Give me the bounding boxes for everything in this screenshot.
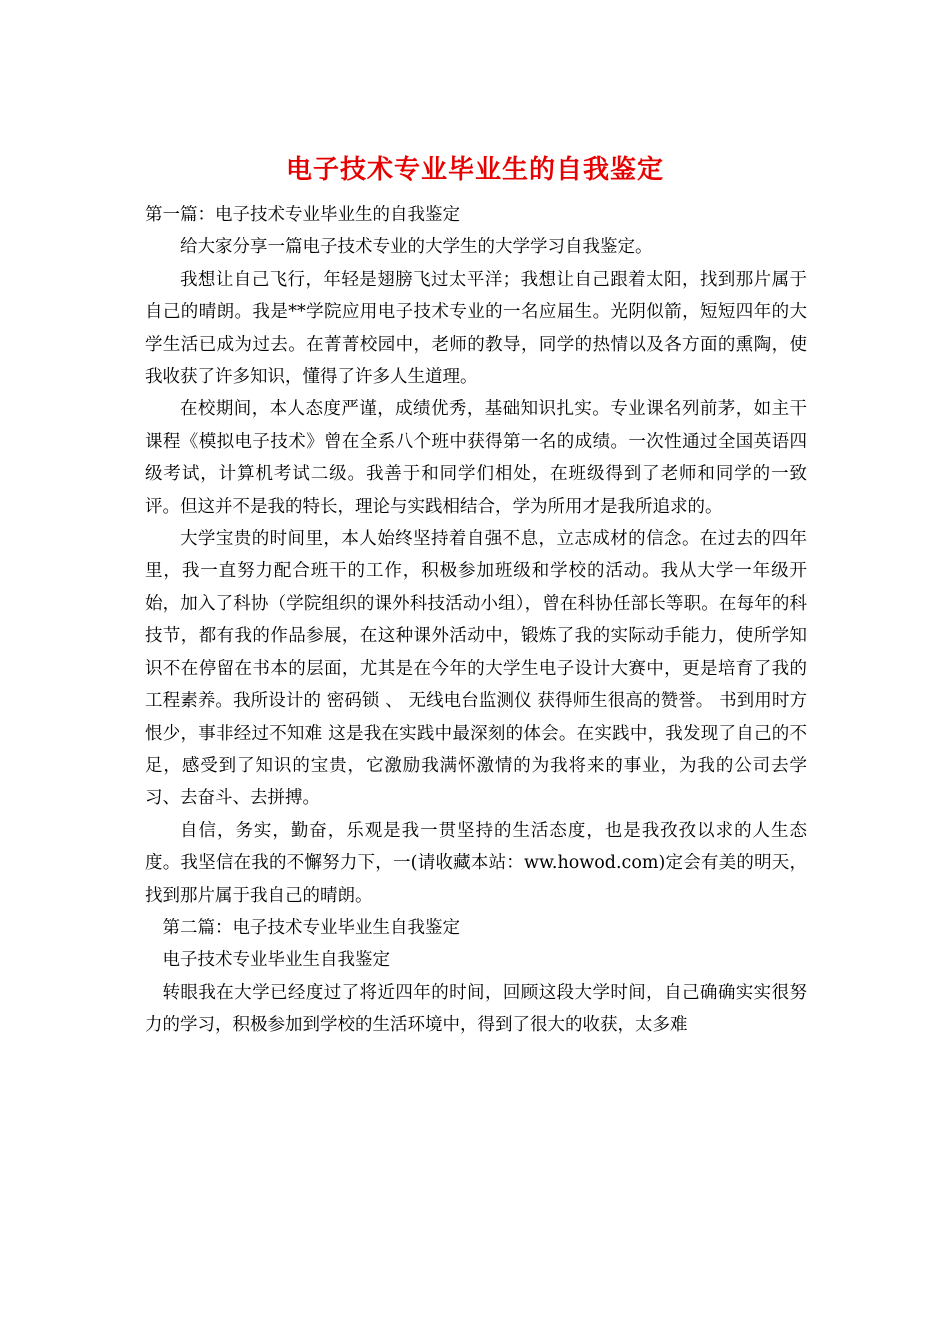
document-body	[145, 199, 807, 1042]
paragraph-2: 在校期间，本人态度严谨，成绩优秀，基础知识扎实。专业课名列前茅，如主干课程《模拟电子技术》曾在全系八个班中获得第一名的成绩。一次性通过全国英语四级考试，计算机考试二级。我善于和同学们相处，在班级得到了老师和同学的一致评。但这并不是我的特长，理论与实践相结合，学为所用才是我所追求的。	[145, 399, 807, 517]
paragraph-intro: 给大家分享一篇电子技术专业的大学生的大学学习自我鉴定。	[180, 237, 653, 258]
paragraph-3: 大学宝贵的时间里，本人始终坚持着自强不息，立志成材的信念。在过去的四年里，我一直努力配合班干的工作，积极参加班级和学校的活动。我从大学一年级开始，加入了科协（学院组织的课外科技活动小组），曾在科协任部长等职。在每年的科技节，都有我的作品参展，在这种课外活动中，锻炼了我的实际动手能力，使所学知识不在停留在书本的层面，尤其是在今年的大学生电子设计大赛中，更是培育了我的工程素养。我所设计的 密码锁 、 无线电台监测仪 获得师生很高的赞誉。 书到用时方恨少，事非经过不知难 这是我在实践中最深刻的体会。在实践中，我发现了自己的不足，感受到了知识的宝贵，它激励我满怀激情的为我将来的事业，为我的公司去学习、去奋斗、去拼搏。	[145, 529, 807, 809]
paragraph-4: 自信，务实，勤奋，乐观是我一贯坚持的生活态度，也是我孜孜以求的人生态度。我坚信在我的不懈努力下，一(请收藏本站：ww.howod.com)定会有美的明天，找到那片属于我自己的晴朗。	[145, 820, 807, 906]
document-title: 电子技术专业毕业生的自我鉴定	[285, 155, 664, 185]
section-subheading-2: 电子技术专业毕业生自我鉴定	[162, 950, 390, 971]
section-heading-1: 第一篇：电子技术专业毕业生的自我鉴定	[145, 205, 460, 225]
paragraph-1: 我想让自己飞行，年轻是翅膀飞过太平洋；我想让自己跟着太阳，找到那片属于自己的晴朗。我是**学院应用电子技术专业的一名应届生。光阴似箭，短短四年的大学生活已成为过去。在菁菁校园中，老师的教导，同学的热情以及各方面的熏陶，使我收获了许多知识，懂得了许多人生道理。	[145, 269, 807, 388]
section-heading-2: 第二篇：电子技术专业毕业生自我鉴定	[162, 917, 460, 938]
paragraph-5: 转眼我在大学已经度过了将近四年的时间，回顾这段大学时间，自己确确实实很努力的学习，积极参加到学校的生活环境中，得到了很大的收获，太多难	[145, 982, 807, 1036]
